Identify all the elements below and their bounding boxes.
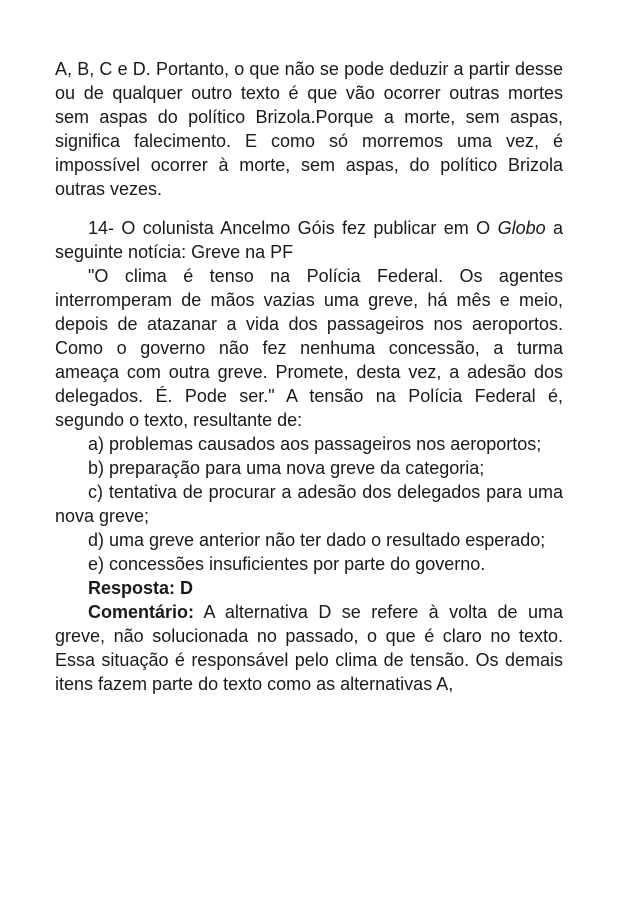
option-e: e) concessões insuficientes por parte do governo. [88, 554, 486, 574]
question-intro [55, 216, 563, 264]
newspaper-name: Globo [497, 218, 546, 238]
continuation-paragraph: A, B, C e D. Portanto, o que não se pode deduzir a partir desse ou de qualquer outro texto é que vão ocorrer outras mortes sem aspas do político Brizola.Porque a morte, sem aspas, significa falecimento. E como só morremos uma vez, é impossível ocorrer à morte, sem aspas, do político Brizola outras vezes. [55, 59, 563, 199]
comment-text: A alternativa D se refere à volta de uma greve, não solucionada no passado, o que é claro no texto. Essa situação é responsável pelo clima de tensão. Os demais itens fazem parte do texto como as alternativas A, [55, 602, 563, 694]
option-a: a) problemas causados aos passageiros nos aeroportos; [88, 434, 542, 454]
question-intro-text: 14- O colunista Ancelmo Góis fez publicar em O [88, 218, 498, 238]
answer-label: Resposta: D [88, 578, 194, 598]
page-content [55, 57, 563, 696]
comment-paragraph [55, 600, 563, 696]
news-quote: "O clima é tenso na Polícia Federal. Os agentes interromperam de mãos vazias uma greve, há mês e meio, depois de atazanar a vida dos passageiros nos aeroportos. Como o governo não fez nenhuma concessão, a turma ameaça com outra greve. Promete, desta vez, a adesão dos delegados. É. Pode ser." A tensão na Polícia Federal é, segundo o texto, resultante de: [55, 266, 563, 430]
option-c: c) tentativa de procurar a adesão dos delegados para uma nova greve; [55, 482, 563, 526]
comment-label: Comentário: [88, 602, 195, 622]
option-d: d) uma greve anterior não ter dado o resultado esperado; [88, 530, 546, 550]
question-intro-rest: a seguinte notícia: Greve na PF [55, 218, 563, 262]
answer-line [55, 576, 563, 600]
option-b: b) preparação para uma nova greve da categoria; [88, 458, 485, 478]
